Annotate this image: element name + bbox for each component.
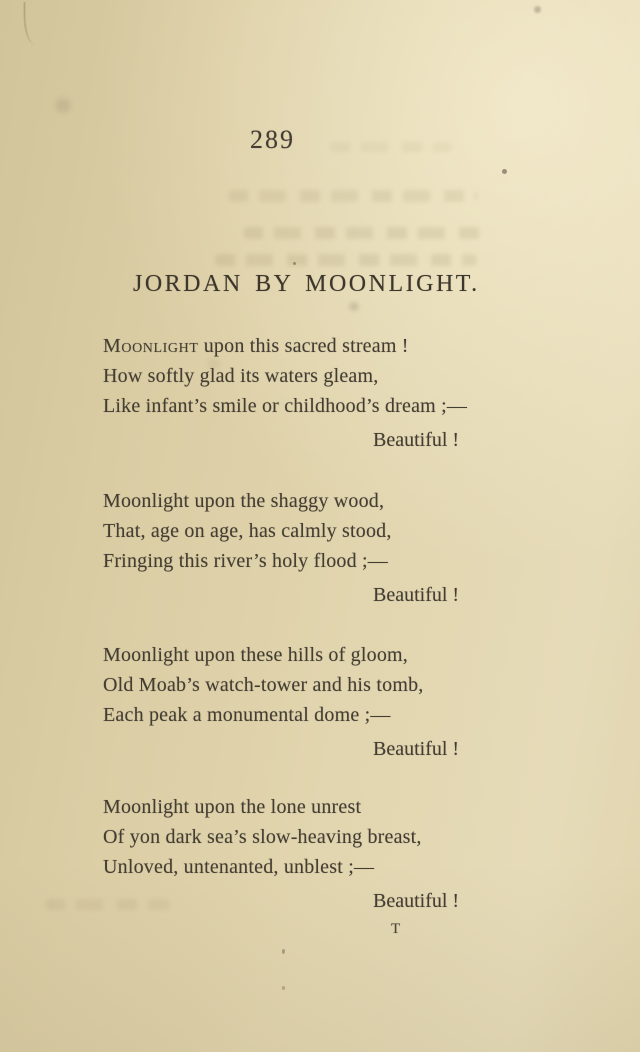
stanza (103, 331, 583, 455)
poem-line: Old Moab’s watch-tower and his tomb, (103, 674, 424, 696)
ghost-text-line (228, 190, 478, 202)
poem-line: How softly glad its waters gleam, (103, 365, 379, 387)
paper-fiber (24, 2, 39, 44)
poem-line: Moonlight upon these hills of gloom, (103, 644, 408, 666)
ghost-text-line (330, 142, 452, 152)
foxing-speck (502, 169, 507, 174)
opening-word-smallcaps: Moonlight (103, 335, 199, 357)
poem-title: JORDAN BY MOONLIGHT. (133, 271, 480, 297)
foxing-speck (282, 986, 285, 990)
paper-stain (55, 98, 71, 113)
refrain-line: Beautiful ! (373, 738, 460, 760)
ghost-text-line (215, 254, 477, 266)
foxing-speck (282, 949, 285, 954)
refrain-line: Beautiful ! (373, 429, 460, 451)
paper-stain (349, 302, 359, 311)
ghost-text-line (243, 227, 489, 239)
poem-line: Unloved, untenanted, unblest ;— (103, 856, 375, 878)
stanza (103, 486, 583, 610)
refrain-line: Beautiful ! (373, 890, 460, 912)
poem-line (103, 331, 583, 361)
poem-line: Fringing this river’s holy flood ;— (103, 550, 388, 572)
poem-line: Moonlight upon the lone unrest (103, 796, 362, 818)
stanza (103, 792, 583, 916)
poem-line-text: upon this sacred stream ! (198, 335, 409, 357)
poem-line: Each peak a monumental dome ;— (103, 704, 391, 726)
foxing-speck (293, 262, 296, 265)
poem-line: Moonlight upon the shaggy wood, (103, 490, 385, 512)
stanza (103, 640, 583, 764)
poem-line: Of yon dark sea’s slow-heaving breast, (103, 826, 422, 848)
page-number: 289 (250, 125, 295, 154)
printer-signature-mark: T (391, 921, 401, 937)
foxing-speck (534, 6, 541, 13)
poem-line: That, age on age, has calmly stood, (103, 520, 392, 542)
refrain-line: Beautiful ! (373, 584, 460, 606)
poem-line: Like infant’s smile or childhood’s dream ;— (103, 395, 468, 417)
